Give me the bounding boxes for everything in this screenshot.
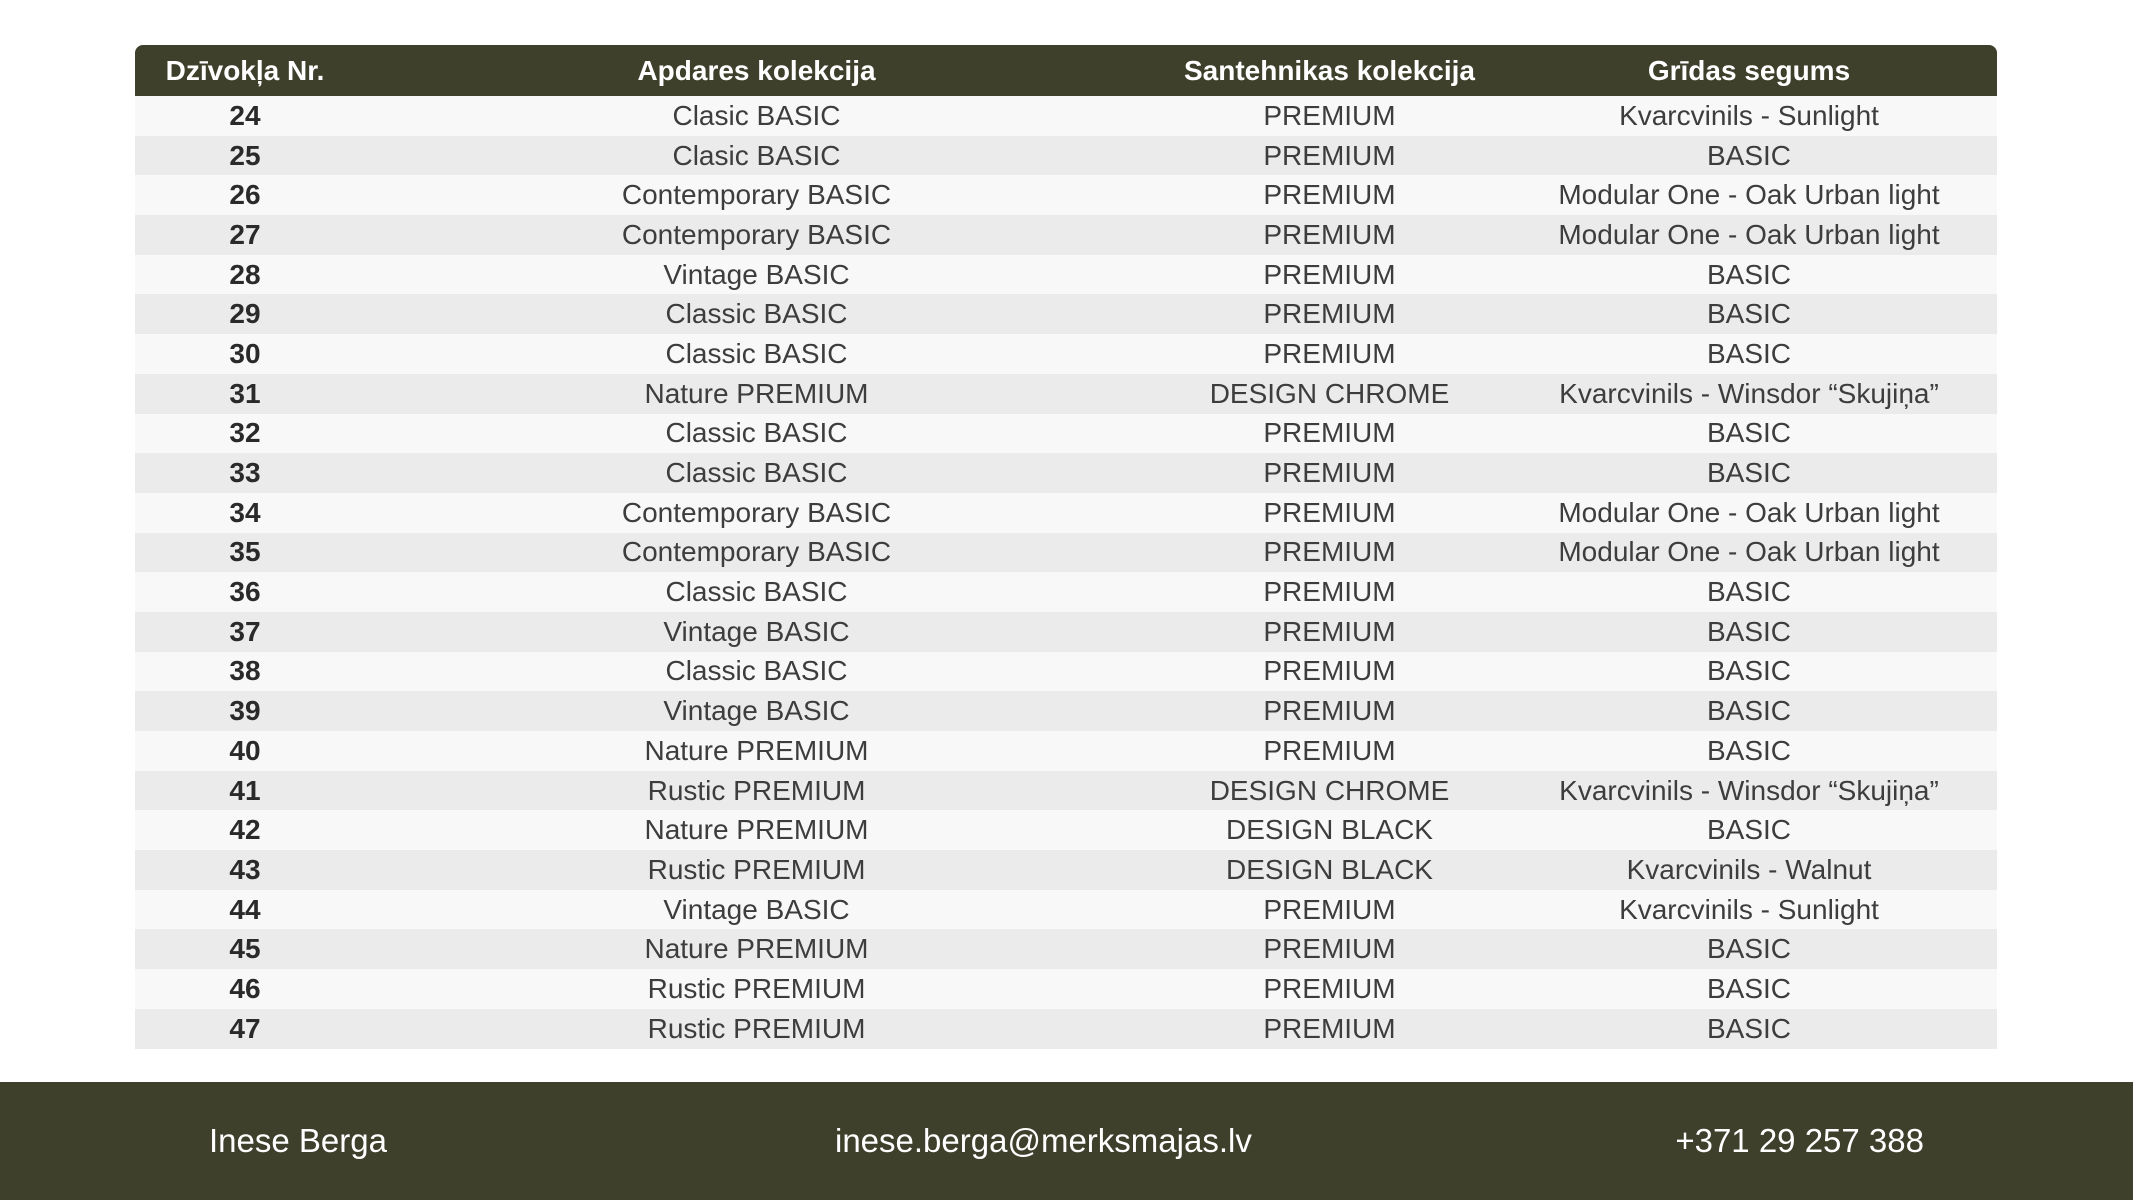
finish-collection-cell: Vintage BASIC (663, 258, 850, 290)
finish-collection-cell: Classic BASIC (665, 576, 848, 608)
table-row (135, 175, 1997, 215)
table-row (135, 652, 1997, 692)
table-header-row (135, 45, 1997, 96)
plumbing-collection-cell: PREMIUM (1263, 457, 1396, 489)
flooring-cell: BASIC (1706, 1012, 1792, 1044)
plumbing-collection-cell: DESIGN CHROME (1209, 377, 1450, 409)
apartment-number-cell: 27 (229, 218, 261, 250)
apartment-number-cell: 39 (229, 695, 261, 727)
flooring-cell: BASIC (1706, 734, 1792, 766)
finish-collection-cell: Rustic PREMIUM (647, 1012, 866, 1044)
apartment-number-cell: 24 (229, 99, 261, 131)
table-row (135, 493, 1997, 533)
plumbing-collection-cell: PREMIUM (1263, 933, 1396, 965)
table-header (135, 45, 1997, 96)
finish-collection-cell: Contemporary BASIC (621, 218, 892, 250)
table-row (135, 294, 1997, 334)
finish-collection-cell: Nature PREMIUM (644, 734, 869, 766)
plumbing-collection-cell: DESIGN CHROME (1209, 774, 1450, 806)
table-row (135, 612, 1997, 652)
plumbing-collection-cell: PREMIUM (1263, 139, 1396, 171)
table-row (135, 1009, 1997, 1049)
flooring-cell: BASIC (1706, 139, 1792, 171)
flooring-cell: Modular One - Oak Urban light (1558, 179, 1940, 211)
flooring-cell: BASIC (1706, 972, 1792, 1004)
table-row (135, 255, 1997, 295)
plumbing-collection-cell: PREMIUM (1263, 218, 1396, 250)
apartment-number-cell: 35 (229, 536, 261, 568)
finish-collection-cell: Vintage BASIC (663, 695, 850, 727)
apartment-number-cell: 44 (229, 893, 261, 925)
finish-collection-cell: Rustic PREMIUM (647, 972, 866, 1004)
flooring-cell: BASIC (1706, 337, 1792, 369)
column-header-apartment-number: Dzīvokļa Nr. (165, 54, 325, 86)
column-header-flooring: Grīdas segums (1647, 54, 1851, 86)
column-header-plumbing-collection: Santehnikas kolekcija (1183, 54, 1476, 86)
flooring-cell: Modular One - Oak Urban light (1558, 218, 1940, 250)
finish-collection-cell: Rustic PREMIUM (647, 853, 866, 885)
plumbing-collection-cell: PREMIUM (1263, 496, 1396, 528)
flooring-cell: Kvarcvinils - Walnut (1626, 853, 1872, 885)
flooring-cell: BASIC (1706, 933, 1792, 965)
apartment-number-cell: 47 (229, 1012, 261, 1044)
contact-footer (0, 1082, 2133, 1200)
apartment-number-cell: 38 (229, 655, 261, 687)
finish-collection-cell: Nature PREMIUM (644, 814, 869, 846)
plumbing-collection-cell: PREMIUM (1263, 536, 1396, 568)
apartment-number-cell: 43 (229, 853, 261, 885)
finish-collection-cell: Classic BASIC (665, 417, 848, 449)
finish-collection-cell: Classic BASIC (665, 655, 848, 687)
apartment-number-cell: 40 (229, 734, 261, 766)
plumbing-collection-cell: PREMIUM (1263, 615, 1396, 647)
apartment-number-cell: 46 (229, 972, 261, 1004)
flooring-cell: BASIC (1706, 655, 1792, 687)
flooring-cell: BASIC (1706, 258, 1792, 290)
plumbing-collection-cell: PREMIUM (1263, 1012, 1396, 1044)
table-row (135, 731, 1997, 771)
flooring-cell: Kvarcvinils - Sunlight (1619, 99, 1879, 131)
contact-name: Inese Berga (209, 1122, 387, 1159)
apartment-number-cell: 45 (229, 933, 261, 965)
apartment-number-cell: 36 (229, 576, 261, 608)
flooring-cell: Modular One - Oak Urban light (1558, 536, 1940, 568)
finish-collection-cell: Rustic PREMIUM (647, 774, 866, 806)
apartment-number-cell: 34 (229, 496, 261, 528)
flooring-cell: BASIC (1706, 298, 1792, 330)
finish-collection-cell: Clasic BASIC (672, 139, 841, 171)
apartment-finishes-table (135, 45, 1997, 1049)
apartment-number-cell: 29 (229, 298, 261, 330)
apartment-number-cell: 31 (229, 377, 261, 409)
apartment-number-cell: 33 (229, 457, 261, 489)
apartment-number-cell: 41 (229, 774, 261, 806)
finish-collection-cell: Clasic BASIC (672, 99, 841, 131)
finish-collection-cell: Classic BASIC (665, 457, 848, 489)
table-row (135, 414, 1997, 454)
plumbing-collection-cell: PREMIUM (1263, 893, 1396, 925)
plumbing-collection-cell: PREMIUM (1263, 99, 1396, 131)
apartment-number-cell: 28 (229, 258, 261, 290)
apartment-number-cell: 42 (229, 814, 261, 846)
plumbing-collection-cell: PREMIUM (1263, 179, 1396, 211)
flooring-cell: BASIC (1706, 457, 1792, 489)
finish-collection-cell: Vintage BASIC (663, 893, 850, 925)
plumbing-collection-cell: DESIGN BLACK (1226, 814, 1433, 846)
table-row (135, 929, 1997, 969)
finish-collection-cell: Classic BASIC (665, 337, 848, 369)
plumbing-collection-cell: PREMIUM (1263, 576, 1396, 608)
plumbing-collection-cell: DESIGN BLACK (1226, 853, 1433, 885)
apartment-number-cell: 25 (229, 139, 261, 171)
contact-email-link[interactable]: inese.berga@merksmajas.lv (835, 1122, 1252, 1159)
finish-collection-cell: Contemporary BASIC (621, 536, 892, 568)
apartment-number-cell: 26 (229, 179, 261, 211)
plumbing-collection-cell: PREMIUM (1263, 258, 1396, 290)
table-row (135, 850, 1997, 890)
table-row (135, 572, 1997, 612)
apartment-number-cell: 37 (229, 615, 261, 647)
plumbing-collection-cell: PREMIUM (1263, 972, 1396, 1004)
flooring-cell: Kvarcvinils - Winsdor “Skujiņa” (1559, 377, 1939, 409)
plumbing-collection-cell: PREMIUM (1263, 337, 1396, 369)
apartment-number-cell: 30 (229, 337, 261, 369)
flooring-cell: Kvarcvinils - Winsdor “Skujiņa” (1559, 774, 1939, 806)
table-row (135, 691, 1997, 731)
flooring-cell: Kvarcvinils - Sunlight (1619, 893, 1879, 925)
finish-collection-cell: Vintage BASIC (663, 615, 850, 647)
flooring-cell: Modular One - Oak Urban light (1558, 496, 1940, 528)
flooring-cell: BASIC (1706, 695, 1792, 727)
apartment-number-cell: 32 (229, 417, 261, 449)
column-header-finish-collection: Apdares kolekcija (637, 54, 876, 86)
table-row (135, 969, 1997, 1009)
table-row (135, 810, 1997, 850)
table-row (135, 771, 1997, 811)
table-row (135, 96, 1997, 136)
table-row (135, 374, 1997, 414)
table-row (135, 215, 1997, 255)
finish-collection-cell: Nature PREMIUM (644, 377, 869, 409)
contact-phone-link[interactable]: +371 29 257 388 (1675, 1122, 1924, 1159)
table-body (135, 96, 1997, 1049)
flooring-cell: BASIC (1706, 814, 1792, 846)
flooring-cell: BASIC (1706, 576, 1792, 608)
plumbing-collection-cell: PREMIUM (1263, 655, 1396, 687)
plumbing-collection-cell: PREMIUM (1263, 417, 1396, 449)
finish-collection-cell: Contemporary BASIC (621, 179, 892, 211)
table-row (135, 334, 1997, 374)
plumbing-collection-cell: PREMIUM (1263, 298, 1396, 330)
finish-collection-cell: Nature PREMIUM (644, 933, 869, 965)
finish-collection-cell: Classic BASIC (665, 298, 848, 330)
table-row (135, 890, 1997, 930)
apartment-finishes-table-wrapper (135, 45, 1997, 1049)
table-row (135, 533, 1997, 573)
table-row (135, 453, 1997, 493)
finish-collection-cell: Contemporary BASIC (621, 496, 892, 528)
flooring-cell: BASIC (1706, 417, 1792, 449)
table-row (135, 136, 1997, 176)
plumbing-collection-cell: PREMIUM (1263, 695, 1396, 727)
flooring-cell: BASIC (1706, 615, 1792, 647)
plumbing-collection-cell: PREMIUM (1263, 734, 1396, 766)
